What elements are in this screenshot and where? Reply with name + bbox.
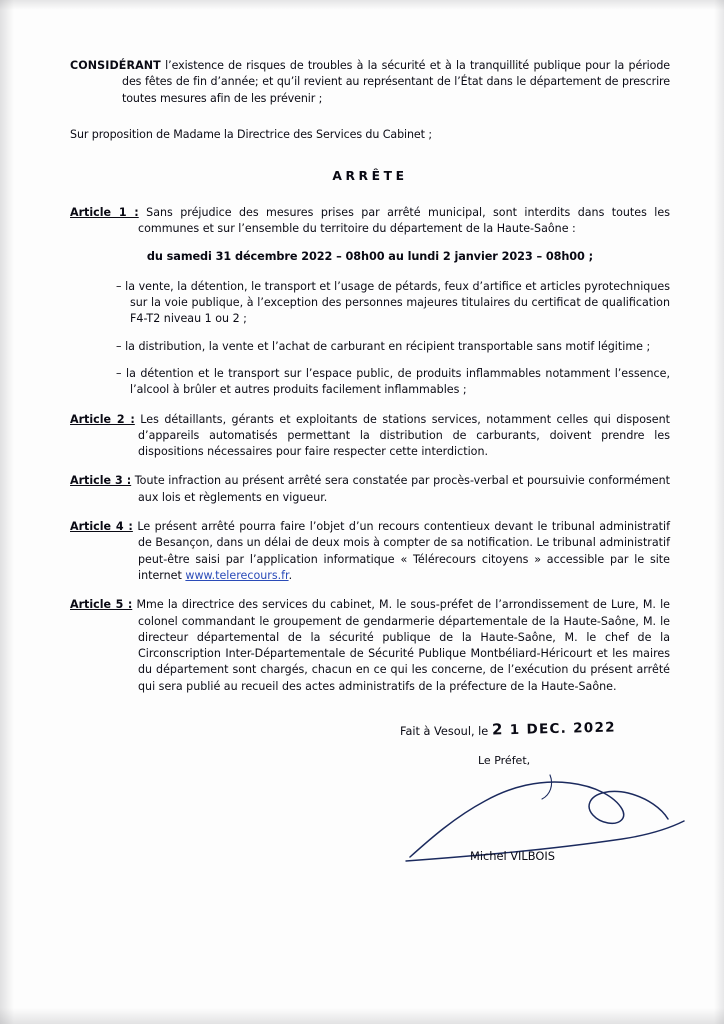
article-1-period: du samedi 31 décembre 2022 – 08h00 au lundi 2 janvier 2023 – 08h00 ; <box>146 249 594 263</box>
page-edge-shadow-bottom <box>0 1008 724 1024</box>
article-1-text-block <box>70 205 670 238</box>
considerant-paragraph <box>70 58 670 107</box>
article-3-label: Article 3 : <box>70 474 132 488</box>
page-edge-shadow-top <box>0 0 724 10</box>
article-5-text-block <box>70 597 670 695</box>
article-2-text-block <box>70 412 670 461</box>
date-stamp-day: 2 <box>491 720 504 739</box>
article-2-label: Article 2 : <box>70 412 135 426</box>
article-5-text: Mme la directrice des services du cabinet, M. le sous-préfet de l’arrondissement de Lure, M. le colonel commandant le groupement de gendarmerie départementale de la Haute-Saône, M. le directeur départemental de la sécurité publique de la Haute-Saône, M. le chef de la Circonscription Inter-Départementale de Sécurité Publique Montbéliard-Héricourt et les maires du département sont chargés, chacun en ce qui les concerne, de l’exécution du présent arrêté qui sera publié au recueil des actes administratifs de la préfecture de la Haute-Saône. <box>132 598 670 693</box>
article-3-text-block <box>70 473 670 506</box>
article-1 <box>70 205 670 398</box>
signer-title: Le Préfet, <box>478 754 531 768</box>
date-stamp <box>492 718 616 739</box>
article-1-bullets <box>70 279 670 399</box>
considerant-lead: CONSIDÉRANT <box>70 59 161 72</box>
place-date-line <box>400 721 616 739</box>
article-3-text: Toute infraction au présent arrêté sera constatée par procès-verbal et poursuivie conformément aux lois et règlements en vigueur. <box>131 474 670 504</box>
article-4-text-block <box>70 519 670 584</box>
proposition-paragraph: Sur proposition de Madame la Directrice des Services du Cabinet ; <box>70 127 432 141</box>
article-2-text: Les détaillants, gérants et exploitants de stations services, notamment celles qui disposent d’appareils automatisés permettant la distribution de carburants, doivent prendre les dispositions nécessaires pour faire respecter cette interdiction. <box>134 412 671 459</box>
list-item: – la détention et le transport sur l’espace public, de produits inflammables notamment l’essence, l’alcool à brûler et autres produits facilement inflammables ; <box>116 366 670 397</box>
article-4 <box>70 519 670 584</box>
arrete-heading: ARRÊTE <box>332 169 408 184</box>
article-1-label: Article 1 : <box>70 206 139 220</box>
list-item: – la distribution, la vente et l’achat de carburant en récipient transportable sans motif légitime ; <box>116 339 651 353</box>
considerant-text: l’existence de risques de troubles à la sécurité et à la tranquillité publique pour la période des fêtes de fin d’année; et qu’il revient au représentant de l’État dans le département de prescrire toutes mesures afin de les prévenir ; <box>122 59 670 105</box>
article-5-label: Article 5 : <box>70 598 133 612</box>
signer-name: Michel VILBOIS <box>470 849 555 864</box>
telerecours-link[interactable]: www.telerecours.fr <box>185 568 289 582</box>
signature-block <box>70 721 670 901</box>
page-edge-shadow-right <box>714 0 724 1024</box>
list-item: – la vente, la détention, le transport et l’usage de pétards, feux d’artifice et articles pyrotechniques sur la voie publique, à l’exception des personnes majeures titulaires du certificat de qualification F4-T2 niveau 1 ou 2 ; <box>116 279 670 326</box>
article-3 <box>70 473 670 506</box>
article-4-text-after-link: . <box>288 568 293 582</box>
page-edge-shadow-left <box>0 0 14 1024</box>
article-4-label: Article 4 : <box>70 520 133 534</box>
article-1-text: Sans préjudice des mesures prises par arrêté municipal, sont interdits dans toutes les communes et sur l’ensemble du territoire du département de la Haute-Saône : <box>138 206 670 236</box>
place-date-label: Fait à Vesoul, le <box>400 725 489 739</box>
date-stamp-rest: 1 DEC. 2022 <box>509 719 616 739</box>
article-2 <box>70 412 670 461</box>
article-5 <box>70 597 670 695</box>
article-4-text-before-link: Le présent arrêté pourra faire l’objet d’un recours contentieux devant le tribunal administratif de Besançon, dans un délai de deux mois à compter de sa notification. Le tribunal administratif peut-être saisi par l’application informatique « Télérecours citoyens » accessible par le site internet <box>132 520 670 582</box>
